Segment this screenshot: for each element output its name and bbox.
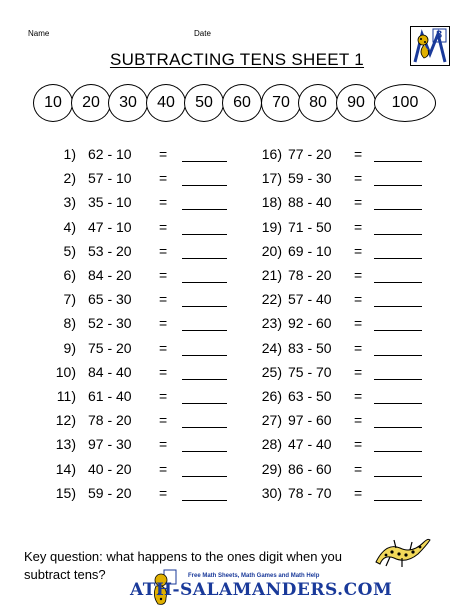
answer-blank[interactable] — [182, 427, 227, 428]
salamander-icon — [372, 530, 432, 570]
answer-blank[interactable] — [374, 330, 422, 331]
footer-tagline: Free Math Sheets, Math Games and Math Help — [188, 573, 320, 579]
equals-sign: = — [354, 315, 363, 331]
question-number: 15) — [55, 485, 76, 501]
question-number: 7) — [63, 291, 76, 307]
question-number: 17) — [261, 170, 282, 186]
number-bubble: 20 — [71, 84, 111, 122]
question-expression: 71 - 50 — [288, 219, 332, 235]
answer-blank[interactable] — [182, 234, 227, 235]
equals-sign: = — [159, 412, 168, 428]
answer-blank[interactable] — [182, 282, 227, 283]
answer-blank[interactable] — [182, 500, 227, 501]
question-number: 28) — [261, 436, 282, 452]
answer-blank[interactable] — [374, 282, 422, 283]
question-number: 1) — [63, 146, 76, 162]
question-expression: 52 - 30 — [88, 315, 132, 331]
question-number: 27) — [261, 412, 282, 428]
question-expression: 77 - 20 — [288, 146, 332, 162]
question-number: 21) — [261, 267, 282, 283]
answer-blank[interactable] — [374, 234, 422, 235]
equals-sign: = — [354, 219, 363, 235]
question-number: 20) — [261, 243, 282, 259]
answer-blank[interactable] — [182, 161, 227, 162]
question-number: 5) — [63, 243, 76, 259]
question-expression: 57 - 10 — [88, 170, 132, 186]
question-number: 14) — [55, 461, 76, 477]
question-number: 6) — [63, 267, 76, 283]
question-number: 10) — [55, 364, 76, 380]
question-expression: 97 - 30 — [88, 436, 132, 452]
question-expression: 86 - 60 — [288, 461, 332, 477]
answer-blank[interactable] — [182, 209, 227, 210]
question-number: 23) — [261, 315, 282, 331]
answer-blank[interactable] — [374, 355, 422, 356]
question-expression: 78 - 20 — [88, 412, 132, 428]
answer-blank[interactable] — [374, 185, 422, 186]
question-expression: 83 - 50 — [288, 340, 332, 356]
page-title: SUBTRACTING TENS SHEET 1 — [109, 50, 365, 69]
answer-blank[interactable] — [374, 379, 422, 380]
answer-blank[interactable] — [374, 306, 422, 307]
question-number: 4) — [63, 219, 76, 235]
question-number: 26) — [261, 388, 282, 404]
question-number: 9) — [63, 340, 76, 356]
salamander-illustration — [372, 530, 432, 570]
number-bubble: 90 — [336, 84, 376, 122]
question-number: 18) — [261, 194, 282, 210]
question-number: 19) — [261, 219, 282, 235]
equals-sign: = — [354, 461, 363, 477]
answer-blank[interactable] — [182, 379, 227, 380]
equals-sign: = — [159, 340, 168, 356]
equals-sign: = — [354, 485, 363, 501]
equals-sign: = — [354, 146, 363, 162]
question-expression: 88 - 40 — [288, 194, 332, 210]
question-number: 13) — [55, 436, 76, 452]
question-expression: 75 - 70 — [288, 364, 332, 380]
question-number: 8) — [63, 315, 76, 331]
number-bubble: 80 — [298, 84, 338, 122]
answer-blank[interactable] — [182, 355, 227, 356]
equals-sign: = — [354, 194, 363, 210]
question-expression: 62 - 10 — [88, 146, 132, 162]
question-expression: 53 - 20 — [88, 243, 132, 259]
answer-blank[interactable] — [374, 476, 422, 477]
question-number: 30) — [261, 485, 282, 501]
equals-sign: = — [354, 267, 363, 283]
answer-blank[interactable] — [182, 403, 227, 404]
equals-sign: = — [159, 267, 168, 283]
equals-sign: = — [354, 364, 363, 380]
equals-sign: = — [159, 364, 168, 380]
question-expression: 47 - 10 — [88, 219, 132, 235]
answer-blank[interactable] — [374, 258, 422, 259]
question-expression: 78 - 70 — [288, 485, 332, 501]
equals-sign: = — [159, 170, 168, 186]
answer-blank[interactable] — [374, 500, 422, 501]
equals-sign: = — [159, 315, 168, 331]
question-expression: 35 - 10 — [88, 194, 132, 210]
equals-sign: = — [159, 291, 168, 307]
question-expression: 57 - 40 — [288, 291, 332, 307]
equals-sign: = — [354, 243, 363, 259]
equals-sign: = — [159, 461, 168, 477]
key-question: Key question: what happens to the ones digit when you subtract tens? — [24, 549, 342, 582]
question-number: 3) — [63, 194, 76, 210]
question-expression: 63 - 50 — [288, 388, 332, 404]
question-expression: 40 - 20 — [88, 461, 132, 477]
footer-logo-text: ATH-SALAMANDERS.COM — [130, 580, 393, 600]
answer-blank[interactable] — [182, 476, 227, 477]
question-expression: 47 - 40 — [288, 436, 332, 452]
question-number: 16) — [261, 146, 282, 162]
question-expression: 59 - 20 — [88, 485, 132, 501]
answer-blank[interactable] — [374, 451, 422, 452]
question-number: 2) — [63, 170, 76, 186]
equals-sign: = — [159, 485, 168, 501]
number-bubble: 50 — [184, 84, 224, 122]
question-expression: 75 - 20 — [88, 340, 132, 356]
number-bubble: 100 — [374, 84, 436, 122]
question-expression: 84 - 20 — [88, 267, 132, 283]
number-bubble: 10 — [33, 84, 73, 122]
question-expression: 59 - 30 — [288, 170, 332, 186]
answer-blank[interactable] — [182, 306, 227, 307]
question-number: 12) — [55, 412, 76, 428]
question-number: 25) — [261, 364, 282, 380]
question-number: 11) — [56, 388, 76, 404]
answer-blank[interactable] — [374, 209, 422, 210]
number-bubble: 70 — [261, 84, 301, 122]
question-number: 24) — [261, 340, 282, 356]
question-number: 29) — [261, 461, 282, 477]
equals-sign: = — [354, 388, 363, 404]
answer-blank[interactable] — [182, 330, 227, 331]
grade-number: 3 — [436, 29, 443, 41]
question-expression: 97 - 60 — [288, 412, 332, 428]
question-number: 22) — [261, 291, 282, 307]
number-bubble: 60 — [222, 84, 262, 122]
question-expression: 61 - 40 — [88, 388, 132, 404]
equals-sign: = — [159, 219, 168, 235]
number-bubble: 40 — [146, 84, 186, 122]
question-expression: 84 - 40 — [88, 364, 132, 380]
equals-sign: = — [159, 146, 168, 162]
equals-sign: = — [159, 388, 168, 404]
answer-blank[interactable] — [182, 258, 227, 259]
equals-sign: = — [354, 436, 363, 452]
equals-sign: = — [354, 170, 363, 186]
name-label: Name — [28, 29, 50, 38]
date-label: Date — [194, 29, 211, 38]
answer-blank[interactable] — [374, 427, 422, 428]
equals-sign: = — [159, 243, 168, 259]
question-expression: 78 - 20 — [288, 267, 332, 283]
question-expression: 65 - 30 — [88, 291, 132, 307]
equals-sign: = — [354, 412, 363, 428]
answer-blank[interactable] — [182, 185, 227, 186]
answer-blank[interactable] — [182, 451, 227, 452]
equals-sign: = — [354, 291, 363, 307]
number-bubble: 30 — [108, 84, 148, 122]
answer-blank[interactable] — [374, 161, 422, 162]
question-expression: 69 - 10 — [288, 243, 332, 259]
equals-sign: = — [159, 436, 168, 452]
equals-sign: = — [354, 340, 363, 356]
question-expression: 92 - 60 — [288, 315, 332, 331]
answer-blank[interactable] — [374, 403, 422, 404]
equals-sign: = — [159, 194, 168, 210]
